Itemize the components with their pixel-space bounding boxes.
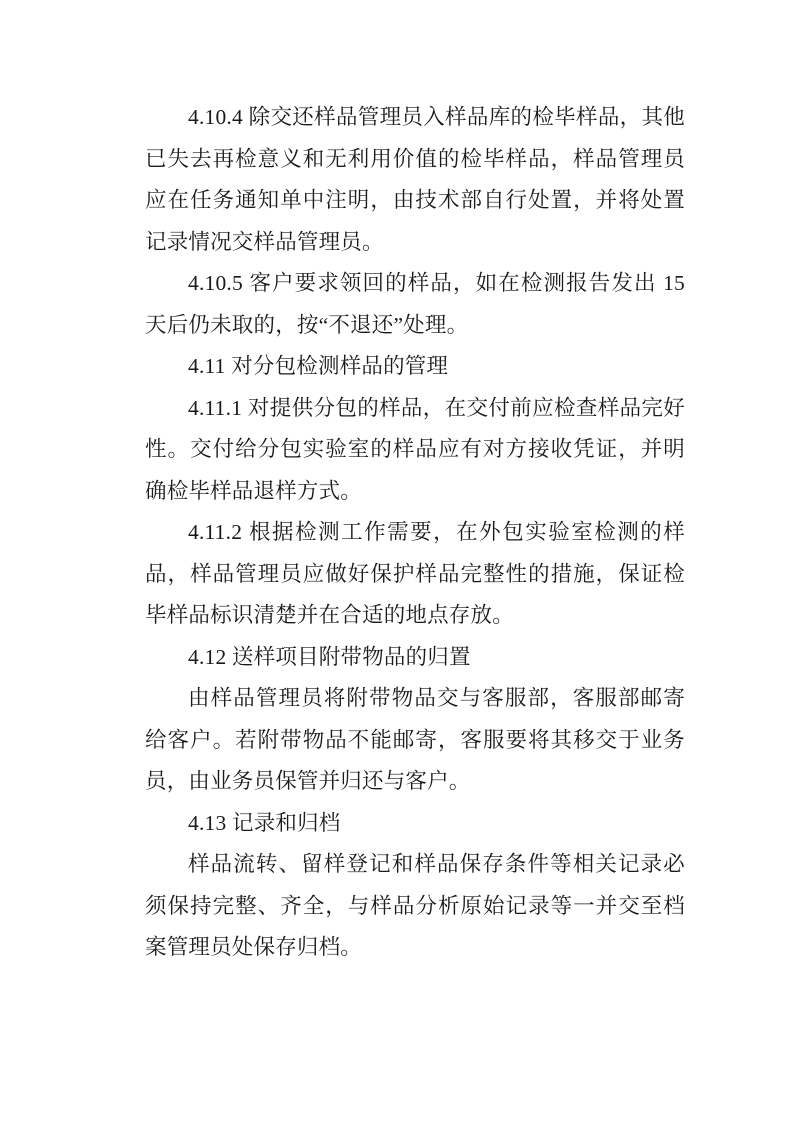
heading-4-11: 4.11 对分包检测样品的管理 [188,354,449,378]
heading-4-12: 4.12 送样项目附带物品的归置 [188,644,471,669]
paragraph-body-4-12: 由样品管理员将附带物品交与客服部，客服部邮寄给客户。若附带物品不能邮寄，客服要将其移交于业务员，由业务员保管并归还与客户。 [145,686,685,793]
document-text-body [145,97,685,969]
paragraph-clause-4-10-4: 4.10.4 除交还样品管理员入样品库的检毕样品，其他已失去再检意义和无利用价值的检毕样品，样品管理员应在任务通知单中注明，由技术部自行处置，并将处置记录情况交样品管理员。 [145,105,685,254]
paragraph-clause-4-10-5: 4.10.5 客户要求领回的样品，如在检测报告发出 15 天后仍未取的，按“不退还”处理。 [145,271,685,337]
paragraph-clause-4-11-2: 4.11.2 根据检测工作需要，在外包实验室检测的样品，样品管理员应做好保护样品完整性的措施，保证检毕样品标识清楚并在合适的地点存放。 [145,520,685,627]
heading-4-13: 4.13 记录和归档 [188,810,341,835]
paragraph-clause-4-11-1: 4.11.1 对提供分包的样品，在交付前应检查样品完好性。交付给分包实验室的样品应有对方接收凭证，并明确检毕样品退样方式。 [145,395,685,503]
paragraph-body-4-13: 样品流转、留样登记和样品保存条件等相关记录必须保持完整、齐全，与样品分析原始记录等一并交至档案管理员处保存归档。 [145,852,685,959]
